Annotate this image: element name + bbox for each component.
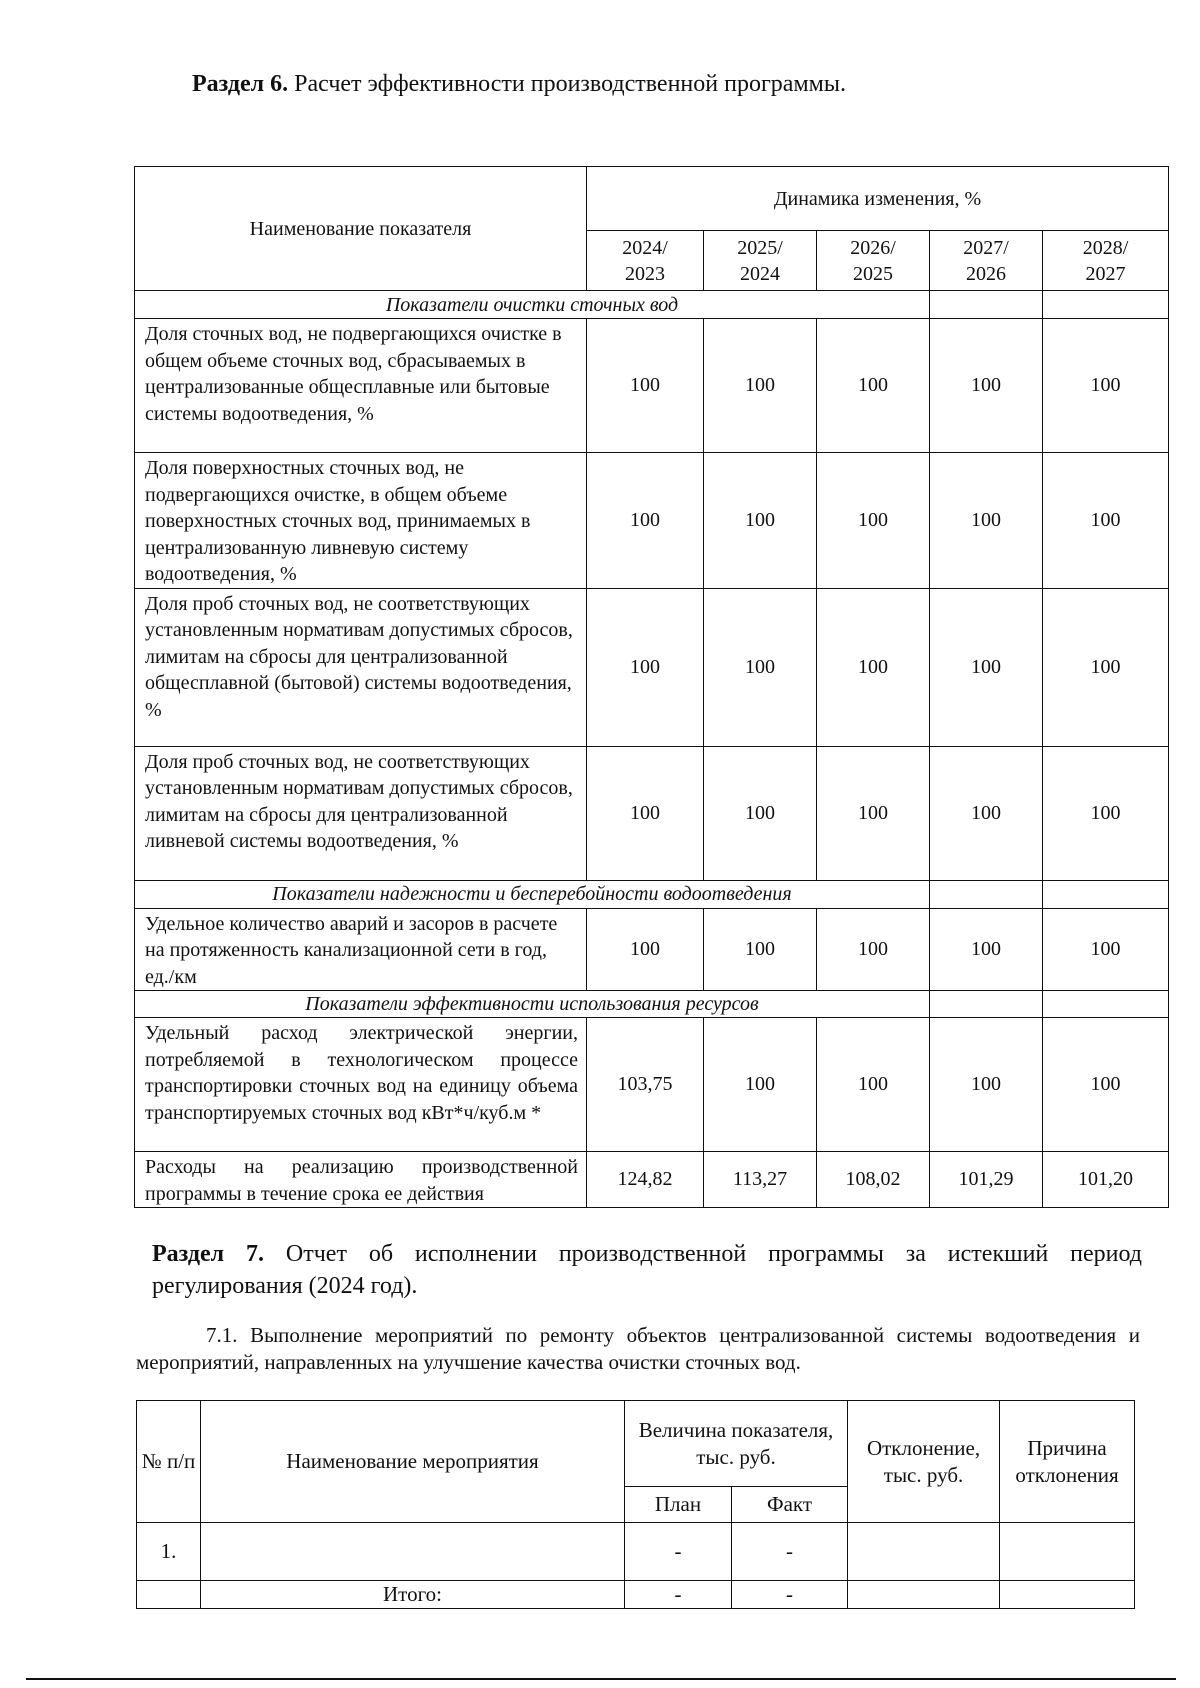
indicator-value: 100 — [704, 319, 817, 453]
indicator-value: 100 — [587, 453, 704, 589]
indicator-name: Доля поверхностных сточных вод, не подвергающихся очистке, в общем объеме поверхностных сточных вод, принимаемых в централизованную ливневую систему водоотведения, % — [135, 453, 587, 589]
indicator-value: 100 — [1043, 908, 1169, 991]
indicator-value: 108,02 — [817, 1152, 930, 1208]
indicator-value: 100 — [704, 1018, 817, 1152]
section-6-label: Раздел 6. — [192, 71, 289, 97]
group-title: Показатели очистки сточных вод — [135, 291, 930, 319]
group-title: Показатели надежности и бесперебойности водоотведения — [135, 880, 930, 908]
year-header: 2026/ 2025 — [817, 231, 930, 291]
indicator-value: 100 — [930, 319, 1043, 453]
indicator-value: 100 — [930, 1018, 1043, 1152]
section-6-title: Расчет эффективности производственной программы. — [294, 71, 846, 97]
indicator-value: 100 — [587, 746, 704, 880]
measure-name-header: Наименование мероприятия — [201, 1401, 625, 1523]
deviation-value — [848, 1523, 1000, 1581]
group-title: Показатели эффективности использования ресурсов — [135, 991, 930, 1018]
total-row — [137, 1581, 1135, 1609]
total-plan: - — [625, 1581, 732, 1609]
indicator-value: 100 — [930, 588, 1043, 746]
indicator-value: 100 — [1043, 746, 1169, 880]
reason-value — [1000, 1523, 1135, 1581]
indicator-value: 100 — [817, 746, 930, 880]
table-row — [137, 1523, 1135, 1581]
table-row — [135, 1018, 1169, 1152]
indicator-value: 100 — [930, 908, 1043, 991]
indicator-name: Удельное количество аварий и засоров в расчете на протяженность канализационной сети в год, ед./км — [135, 908, 587, 991]
indicator-value: 100 — [817, 453, 930, 589]
indicator-value: 100 — [587, 588, 704, 746]
fact-header: Факт — [732, 1487, 848, 1523]
page-bottom-rule — [26, 1678, 1176, 1680]
indicator-name: Расходы на реализацию производственной программы в течение срока ее действия — [135, 1152, 587, 1208]
indicator-value: 100 — [817, 908, 930, 991]
efficiency-table — [134, 166, 1169, 1208]
plan-header: План — [625, 1487, 732, 1523]
indicator-value: 100 — [704, 746, 817, 880]
table-row — [135, 319, 1169, 453]
table-row — [135, 588, 1169, 746]
indicator-value: 100 — [1043, 588, 1169, 746]
section-7-heading — [152, 1238, 1142, 1302]
table-row — [135, 908, 1169, 991]
group-row — [135, 991, 1169, 1018]
indicator-value: 100 — [1043, 319, 1169, 453]
total-fact: - — [732, 1581, 848, 1609]
dynamics-header: Динамика изменения, % — [587, 167, 1169, 231]
indicator-value: 101,20 — [1043, 1152, 1169, 1208]
indicator-value: 113,27 — [704, 1152, 817, 1208]
indicator-name: Доля проб сточных вод, не соответствующих установленным нормативам допустимых сбросов, лимитам на сбросы для централизованной ливневой системы водоотведения, % — [135, 746, 587, 880]
group-row — [135, 291, 1169, 319]
indicator-value: 103,75 — [587, 1018, 704, 1152]
indicator-value: 100 — [1043, 1018, 1169, 1152]
year-header: 2028/ 2027 — [1043, 231, 1169, 291]
measure-name — [201, 1523, 625, 1581]
group-row — [135, 880, 1169, 908]
indicator-name: Удельный расход электрической энергии, потребляемой в технологическом процессе транспортировки сточных вод на единицу объема транспортируемых сточных вод кВт*ч/куб.м * — [135, 1018, 587, 1152]
fact-value: - — [732, 1523, 848, 1581]
indicator-value: 124,82 — [587, 1152, 704, 1208]
year-header: 2025/ 2024 — [704, 231, 817, 291]
indicator-value: 101,29 — [930, 1152, 1043, 1208]
indicator-value: 100 — [817, 1018, 930, 1152]
table-row — [135, 746, 1169, 880]
section-7-title: Отчет об исполнении производственной программы за истекший период регулирования (2024 год). — [152, 1241, 1143, 1299]
plan-value: - — [625, 1523, 732, 1581]
indicator-value: 100 — [704, 453, 817, 589]
indicator-value: 100 — [587, 319, 704, 453]
indicator-name-header: Наименование показателя — [135, 167, 587, 291]
indicator-value: 100 — [704, 908, 817, 991]
number-header: № п/п — [137, 1401, 201, 1523]
indicator-value: 100 — [1043, 453, 1169, 589]
table-row — [135, 1152, 1169, 1208]
indicator-value: 100 — [817, 588, 930, 746]
subsection-7-1-text: 7.1. Выполнение мероприятий по ремонту объектов централизованной системы водоотведения и мероприятий, направленных на улучшение качества очистки сточных вод. — [136, 1323, 1140, 1374]
row-number: 1. — [137, 1523, 201, 1581]
table-row — [135, 453, 1169, 589]
indicator-value: 100 — [587, 908, 704, 991]
value-header: Величина показателя, тыс. руб. — [625, 1401, 848, 1487]
indicator-name: Доля проб сточных вод, не соответствующих установленным нормативам допустимых сбросов, лимитам на сбросы для централизованной общесплавной (бытовой) системы водоотведения, % — [135, 588, 587, 746]
indicator-value: 100 — [930, 746, 1043, 880]
year-header: 2024/ 2023 — [587, 231, 704, 291]
indicator-name: Доля сточных вод, не подвергающихся очистке в общем объеме сточных вод, сбрасываемых в централизованные общесплавные или бытовые системы водоотведения, % — [135, 319, 587, 453]
deviation-header: Отклонение, тыс. руб. — [848, 1401, 1000, 1523]
reason-header: Причина отклонения — [1000, 1401, 1135, 1523]
section-7-label: Раздел 7. — [152, 1241, 265, 1267]
section-6-heading — [192, 68, 846, 100]
year-header: 2027/ 2026 — [930, 231, 1043, 291]
indicator-value: 100 — [817, 319, 930, 453]
measures-table — [136, 1400, 1135, 1609]
indicator-value: 100 — [704, 588, 817, 746]
indicator-value: 100 — [930, 453, 1043, 589]
total-label: Итого: — [201, 1581, 625, 1609]
